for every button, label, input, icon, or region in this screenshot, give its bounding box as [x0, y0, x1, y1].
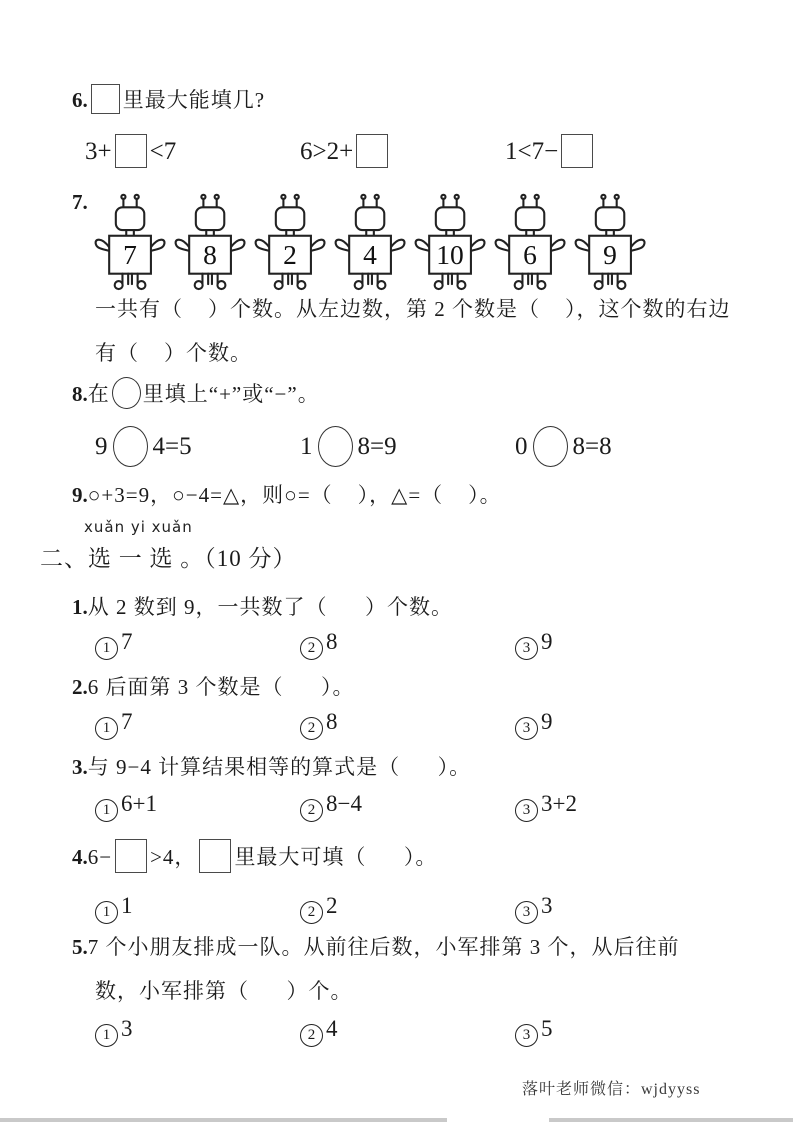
option-text: 7: [121, 629, 133, 654]
option-circled-number: 2: [300, 799, 323, 822]
question-6-expressions: [85, 134, 725, 168]
option-circled-number: 1: [95, 637, 118, 660]
expression: [85, 134, 300, 168]
equation-pre: 1: [300, 433, 313, 460]
option: [515, 791, 735, 822]
equation-post: 8=8: [572, 433, 612, 460]
option-circled-number: 3: [515, 637, 538, 660]
choice-question-4-title: [72, 839, 437, 873]
option-text: 3: [121, 1016, 133, 1041]
robot-number: 6: [522, 239, 537, 271]
choice-1-options: [95, 629, 735, 660]
option-text: 2: [326, 893, 338, 918]
choice-1-number: 1.: [72, 595, 88, 619]
robot-figure: [334, 190, 408, 291]
choice-2-options: [95, 709, 735, 740]
equation-pre: 0: [515, 433, 528, 460]
question-6-number: 6.: [72, 88, 88, 112]
choice-4-text-pre: 6−: [87, 845, 113, 869]
option-text: 1: [121, 893, 133, 918]
answer-circle: [112, 377, 141, 409]
question-8-number: 8.: [72, 382, 88, 406]
answer-box: [356, 134, 388, 168]
answer-circle: [113, 426, 148, 467]
option-circled-number: 1: [95, 717, 118, 740]
choice-4-text-mid: >4，: [150, 845, 197, 869]
option: [95, 893, 300, 924]
choice-5-line1: 7 个小朋友排成一队。从前往后数，小军排第 3 个，从后往前: [87, 935, 680, 959]
option-circled-number: 2: [300, 637, 323, 660]
option-circled-number: 3: [515, 901, 538, 924]
page-edge-left: [0, 1118, 447, 1122]
option: [300, 629, 515, 660]
option: [95, 709, 300, 740]
choice-question-1-title: [72, 591, 453, 621]
robot-figure: [174, 190, 248, 291]
option-text: 3: [541, 893, 553, 918]
expression-pre: 3+: [85, 138, 112, 165]
robot-figure: [494, 190, 568, 291]
section-2-pinyin: xuǎn yi xuǎn: [84, 518, 193, 536]
option-circled-number: 3: [515, 1024, 538, 1047]
question-8-title: [72, 377, 320, 409]
answer-circle: [318, 426, 353, 467]
robot-figure: [94, 190, 168, 291]
option-text: 9: [541, 709, 553, 734]
robot-number: 2: [282, 239, 297, 271]
option-text: 8−4: [326, 791, 362, 816]
option-circled-number: 1: [95, 901, 118, 924]
question-7-number: 7.: [72, 190, 88, 214]
question-8-text-pre: 在: [87, 382, 110, 406]
answer-box: [91, 84, 120, 114]
expression-post: <7: [149, 138, 177, 165]
answer-box: [561, 134, 593, 168]
equation: [95, 426, 300, 467]
robot-figure: [254, 190, 328, 291]
answer-box: [115, 134, 147, 168]
choice-3-options: [95, 791, 735, 822]
option-circled-number: 3: [515, 799, 538, 822]
option-circled-number: 1: [95, 1024, 118, 1047]
option-text: 6+1: [121, 791, 157, 816]
robot-number: 10: [436, 239, 464, 271]
option: [95, 1016, 300, 1047]
option-circled-number: 2: [300, 717, 323, 740]
option: [300, 709, 515, 740]
robot-number: 4: [362, 239, 377, 271]
robot-number: 8: [202, 239, 217, 271]
question-7: [72, 190, 648, 291]
question-8-text-post: 里填上“+”或“−”。: [142, 382, 320, 406]
option: [515, 893, 735, 924]
choice-2-text: 6 后面第 3 个数是（ ）。: [87, 675, 355, 699]
choice-5-options: [95, 1016, 735, 1047]
robot-row: [94, 190, 648, 291]
expression: [300, 134, 505, 168]
choice-question-2-title: [72, 671, 355, 701]
question-8-items: [95, 426, 725, 467]
option-circled-number: 2: [300, 901, 323, 924]
option-text: 4: [326, 1016, 338, 1041]
option: [515, 709, 735, 740]
answer-box: [115, 839, 147, 873]
choice-5-line2: 数，小军排第（ ）个。: [95, 979, 353, 1003]
robot-figure: [574, 190, 648, 291]
question-9: [72, 479, 502, 509]
option-text: 8: [326, 709, 338, 734]
robot-figure: [414, 190, 488, 291]
option-text: 9: [541, 629, 553, 654]
option-text: 7: [121, 709, 133, 734]
robot-number: 9: [602, 239, 617, 271]
answer-circle: [533, 426, 568, 467]
choice-3-text: 与 9−4 计算结果相等的算式是（ ）。: [87, 755, 472, 779]
choice-4-options: [95, 893, 735, 924]
option: [300, 791, 515, 822]
question-9-number: 9.: [72, 483, 88, 507]
section-2-heading: 二、选 一 选 。（10 分）: [40, 546, 297, 571]
option: [95, 791, 300, 822]
question-9-text: ○+3=9，○−4=△，则○=（ ），△=（ ）。: [87, 483, 502, 507]
option-circled-number: 1: [95, 799, 118, 822]
page-edge-right: [549, 1118, 793, 1122]
option-text: 3+2: [541, 791, 577, 816]
equation-post: 8=9: [357, 433, 397, 460]
expression-pre: 6>2+: [300, 138, 354, 165]
answer-box: [199, 839, 231, 873]
option-text: 8: [326, 629, 338, 654]
equation: [300, 426, 515, 467]
option: [300, 1016, 515, 1047]
option: [515, 1016, 735, 1047]
equation-post: 4=5: [152, 433, 192, 460]
equation-pre: 9: [95, 433, 108, 460]
choice-2-number: 2.: [72, 675, 88, 699]
option: [95, 629, 300, 660]
choice-5-number: 5.: [72, 935, 88, 959]
option-text: 5: [541, 1016, 553, 1041]
question-7-line1: 一共有（ ）个数。从左边数，第 2 个数是（ ），这个数的右边: [95, 297, 731, 321]
expression: [505, 134, 725, 168]
choice-4-text-post: 里最大可填（ ）。: [234, 845, 438, 869]
option-circled-number: 3: [515, 717, 538, 740]
question-7-line2: 有（ ）个数。: [95, 341, 252, 365]
option: [515, 629, 735, 660]
choice-1-text: 从 2 数到 9，一共数了（ ）个数。: [87, 595, 453, 619]
footer-watermark: 落叶老师微信：wjdyyss: [522, 1081, 701, 1098]
robot-number: 7: [122, 239, 137, 271]
question-6-text: 里最大能填几?: [122, 88, 266, 112]
question-6-title: [72, 84, 265, 114]
option: [300, 893, 515, 924]
choice-question-3-title: [72, 751, 471, 781]
choice-question-5-title: [72, 931, 680, 961]
expression-pre: 1<7−: [505, 138, 559, 165]
choice-4-number: 4.: [72, 845, 88, 869]
option-circled-number: 2: [300, 1024, 323, 1047]
choice-3-number: 3.: [72, 755, 88, 779]
equation: [515, 426, 725, 467]
